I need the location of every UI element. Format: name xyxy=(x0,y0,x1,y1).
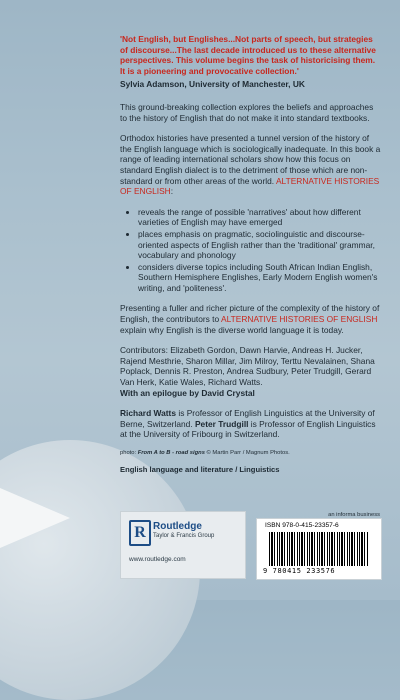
arrow-sign-head xyxy=(0,488,70,548)
editor-name: Richard Watts xyxy=(120,408,176,419)
endorsement-author: Sylvia Adamson, University of Manchester, UK xyxy=(120,79,305,90)
publisher-bar xyxy=(120,508,382,578)
list-item: • places emphasis on pragmatic, sociolinguistic and discourse-oriented aspects of English rather than the 'traditional' grammar, vocabulary and phonology xyxy=(138,229,382,261)
subject-category: English language and literature / Linguistics xyxy=(120,465,280,474)
barcode-icon xyxy=(269,532,369,566)
routledge-logo-icon: R xyxy=(129,520,151,546)
book-title-inline: ALTERNATIVE HISTORIES OF ENGLISH xyxy=(221,314,378,325)
publisher-website: www.routledge.com xyxy=(129,556,186,563)
isbn-text: ISBN 978-0-415-23357-6 xyxy=(265,522,339,529)
publisher-name: Routledge xyxy=(153,521,202,532)
book-title-inline: ALTERNATIVE HISTORIES OF ENGLISH xyxy=(120,175,380,197)
epilogue-credit: With an epilogue by David Crystal xyxy=(120,387,255,398)
contributors-list: Contributors: Elizabeth Gordon, Dawn Harvie, Andreas H. Jucker, Rajend Mesthrie, Sharon Millar, Jim Milroy, Terttu Nevalainen, Shana Poplack, Dennis R. Preston, Andrea Sudbury, Peter Trudgill, Gerard Van Herk, Katie Wales, Richard Watts. xyxy=(120,345,375,388)
editor-name: Peter Trudgill xyxy=(194,418,249,429)
publisher-group: Taylor & Francis Group xyxy=(153,533,215,539)
description-paragraph: Orthodox histories have presented a tunnel version of the history of the English language which is sociologically inadequate. In this book a range of leading international scholars show how this focus on standard English dialect is to the detriment of those which are non-standard or from other areas of the world. ALTERNATIVE HISTORIES OF ENGLISH: xyxy=(120,133,381,197)
barcode-digits: 9 780415 233576 xyxy=(263,567,336,575)
barcode-block xyxy=(256,518,382,580)
list-item: • reveals the range of possible 'narratives' about how different varieties of English may have emerged xyxy=(138,207,382,228)
back-cover-text xyxy=(120,34,382,482)
editors-bio: Richard Watts is Professor of English Linguistics at the University of Berne, Switzerland. Peter Trudgill is Professor of English Linguistics at the University of Fribourg in Switzerland. xyxy=(120,408,376,440)
list-item: • considers diverse topics including South African Indian English, Southern Hemisphere Englishes, Early Modern English women's writing, and 'politeness'. xyxy=(138,262,382,294)
publisher-block xyxy=(120,511,246,579)
feature-list xyxy=(120,207,382,294)
summary-paragraph: Presenting a fuller and richer picture of the complexity of the history of English, the contributors to ALTERNATIVE HISTORIES OF ENGLISH explain why English is the diverse world language it is today. xyxy=(120,303,380,335)
endorsement-quote: 'Not English, but Englishes...Not parts of speech, but strategies of discourse...The last decade introduced us to these alternative perspectives. This volume begins the task of historicising them. It is a pioneering and provocative collection.' xyxy=(120,34,376,76)
intro-paragraph: This ground-breaking collection explores the beliefs and approaches to the history of English that do not make it into standard textbooks. xyxy=(120,101,374,123)
photo-credit: photo: From A to B - road signs © Martin Parr / Magnum Photos. xyxy=(120,450,290,456)
informa-tagline: an informa business xyxy=(328,512,380,518)
